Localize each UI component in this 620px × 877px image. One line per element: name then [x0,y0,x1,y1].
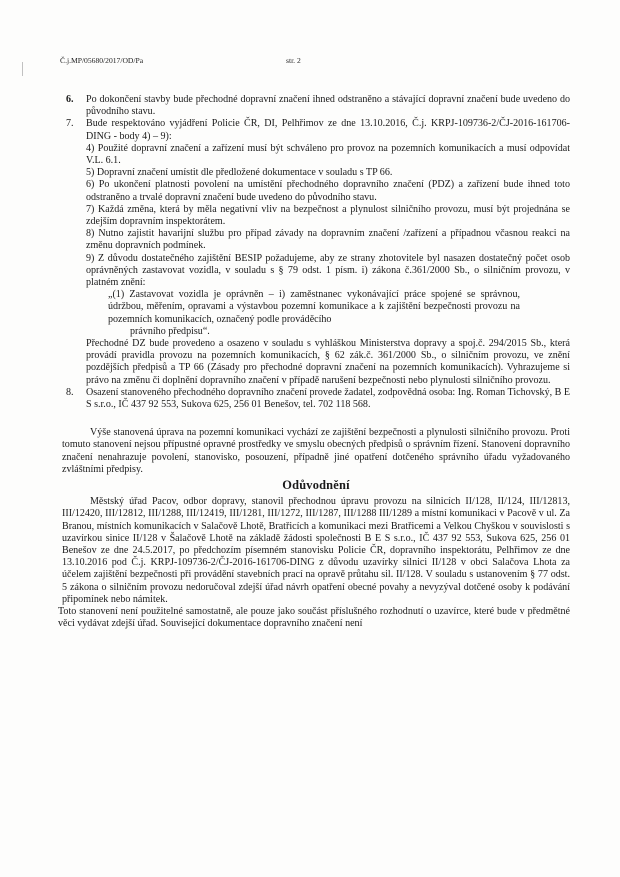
traffic-sign-note: Přechodné DZ bude provedeno a osazeno v souladu s vyhláškou Ministerstva dopravy a spoj.č. 294/2015 Sb., která provádí pravidla provozu na pozemních komunikacích, § 62 zák.č. 361/2000 Sb., o silničním provozu, ve znění pozdějších předpisů a TP 66 (Zásady pro přechodné dopravní značení na pozemních komunikacích). Vyhrazujeme si právo na změnu či doplnění dopravního značení v případě narušení bezpečnosti nebo plynulosti silničního provozu. [86,338,570,386]
reference-number: Č.j.MP/05680/2017/OD/Pa [60,56,144,65]
item-text: Po dokončení stavby bude přechodné dopravní značení ihned odstraněno a stávající dopravní značení bude uvedeno do původního stavu. [86,94,570,118]
reasoning-paragraph: Městský úřad Pacov, odbor dopravy, stanovil přechodnou úpravu provozu na silnicích II/128, II/124, III/12813, III/12420, III/12812, III/1288, III/12419, III/1281, III/1272, III/1287, III/1288 III/1289 a místní komunikaci v Pacově v ul. Za Branou, místních komunikacích v Salačově Lhotě, Bratřicích a komunikaci mezi Bratřicemi a Velkou Chyškou v souvislosti s uzavírkou sinice II/128 v Šalačově Lhotě na základě žádosti společnosti B E S s.r.o., IČ 437 92 553, Sukova 625, 256 01 Benešov ze dne 24.5.2017, po předchozím písemném stanovisku Policie ČR, dopravního inspektorátu, Pelhřimov ze dne 13.10.2016 pod Č.j. KRPJ-109736-2/ČJ-2016-161706-DING z důvodu uzavírky silnici II/128 v obci Salačova Lhota za účelem zajištění bezpečnosti při provádění stavebních prací na opravě průtahu sil. II/128. V souladu s ustanovením § 77 odst. 5 zákona o silničním provozu nedoručoval zdejší úřad návrh opatření obecné povahy a nevyzýval dotčené osoby k podávání připomínek nebo námitek. [62,496,570,605]
law-quote: „(1) Zastavovat vozidla je oprávněn – i) zaměstnanec vykonávající práce spojené se správnou, údržbou, měřením, opravami a výstavbou pozemní komunikace a k zajištění bezpečnosti provozu na pozemních komunikacích, označený podle prováděcího [108,289,520,325]
condition-9: 9) Z důvodu dostatečného zajištění BESIP požadujeme, aby ze strany zhotovitele byl nasazen dostatečný počet osob oprávněných zastavovat vozidla, v souladu s § 79 odst. 1 písm. i) zákona č.361/2000 Sb., o silničním provozu, v platném znění: [86,252,570,289]
item-number: 6. [66,94,74,105]
item-number: 8. [66,386,74,398]
list-item-6 [62,94,570,118]
scan-edge-mark [22,62,23,76]
condition-4: 4) Použité dopravní značení a zařízení musí být schváleno pro provoz na pozemních komunikacích a musí odpovídat V.L. 6.1. [86,142,570,167]
section-title: Odůvodnění [282,478,350,493]
list-item-8 [62,387,570,411]
condition-8: 8) Nutno zajistit havarijní službu pro případ závady na dopravním značení /zařízení a případnou včasnou reakci na změnu dopravních podmínek. [86,228,570,252]
condition-7: 7) Každá změna, která by měla negativní vliv na bezpečnost a plynulost silničního provozu, musí být projednána se zdejším dopravním inspektorátem. [86,203,570,228]
list-item-7 [62,118,570,386]
law-quote-end: právního předpisu“. [130,325,210,337]
document-body [58,94,570,630]
condition-5: 5) Dopravní značení umístit dle předložené dokumentace v souladu s TP 66. [86,167,393,179]
page-number: str. 2 [286,56,301,65]
condition-6: 6) Po ukončení platnosti povolení na umístění přechodného dopravního značení (PDZ) a zařízení bude ihned toto odstraněno a trvalé dopravní značení bude uvedeno do původního stavu. [86,179,570,203]
item-text: Bude respektováno vyjádření Policie ČR, DI, Pelhřimov ze dne 13.10.2016, Č.j. KRPJ-109736-2/ČJ-2016-161706-DING - body 4) – 9): [86,118,570,142]
item-number: 7. [66,118,74,130]
closing-paragraph: Toto stanovení není použitelné samostatně, ale pouze jako součást příslušného rozhodnutí o uzavírce, které bude v předmětné věci vydávat zdejší úřad. Související dokumentace dopravního značení není [58,605,570,630]
item-text: Osazení stanoveného přechodného dopravního značení provede žadatel, zodpovědná osoba: Ing. Roman Tichovský, B E S s.r.o., IČ 437 92 553, Sukova 625, 256 01 Benešov, tel. 702 118 568. [86,386,570,411]
legal-notice: Výše stanovená úprava na pozemní komunikaci vychází ze zajištění bezpečnosti a plynulosti silničního provozu. Proti tomuto stanovení nejsou přípustné opravné prostředky ve smyslu obecných předpisů o správním řízení. Stanovení dopravního značení nenahrazuje povolení, stanovisko, posouzení, případně jiné opatření dotčeného správního úřadu vyžadovaného zvláštními předpisy. [62,427,570,475]
